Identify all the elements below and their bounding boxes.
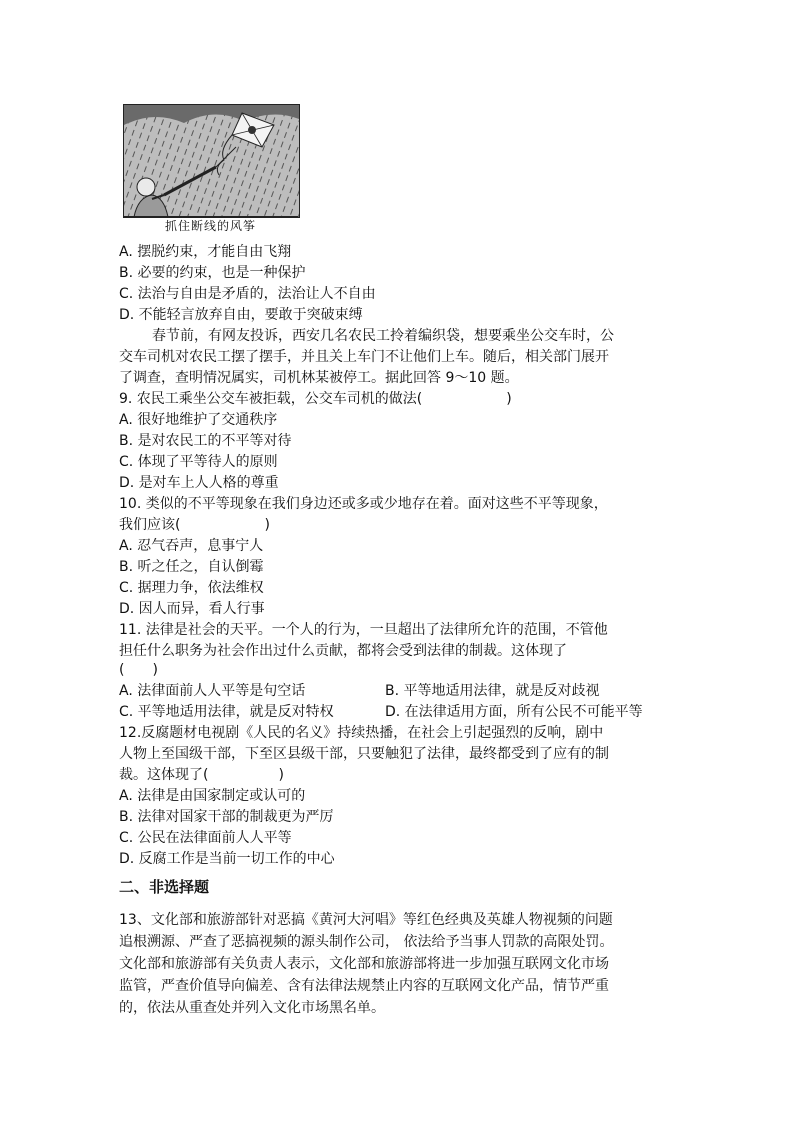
q10-stem: 10. 类似的不平等现象在我们身边还或多或少地存在着。面对这些不平等现象， <box>119 496 608 512</box>
q11-stem: ( ) <box>119 662 158 678</box>
material-line: 交车司机对农民工摆了摆手，并且关上车门不让他们上车。随后，相关部门展开 <box>119 349 609 365</box>
q12-option-d: D. 反腐工作是当前一切工作的中心 <box>119 851 335 867</box>
q11-option-d: D. 在法律适用方面，所有公民不可能平等 <box>385 704 643 720</box>
q11-stem: 担任什么职务为社会作出过什么贡献，都将会受到法律的制裁。这体现了 <box>119 643 567 659</box>
q11-option-b: B. 平等地适用法律，就是反对歧视 <box>385 683 600 699</box>
q9-option-d: D. 是对车上人人格的尊重 <box>119 475 279 491</box>
q11-option-c: C. 平等地适用法律，就是反对特权 <box>119 704 334 720</box>
q9-option-b: B. 是对农民工的不平等对待 <box>119 433 292 449</box>
q12-stem: 人物上至国级干部，下至区县级干部，只要触犯了法律，最终都受到了应有的制 <box>119 746 609 762</box>
material-line: 春节前，有网友投诉，西安几名农民工拎着编织袋，想要乘坐公交车时，公 <box>152 328 614 344</box>
q10-option-b: B. 听之任之，自认倒霉 <box>119 559 264 575</box>
q13-line: 的，依法从重查处并列入文化市场黑名单。 <box>119 1000 385 1016</box>
q11-stem: 11. 法律是社会的天平。一个人的行为，一旦超出了法律所允许的范围，不管他 <box>119 622 608 638</box>
q12-option-a: A. 法律是由国家制定或认可的 <box>119 788 306 804</box>
q12-stem: 裁。这体现了( ) <box>119 767 284 783</box>
material-line: 了调查，查明情况属实，司机林某被停工。据此回答 9～10 题。 <box>119 370 519 386</box>
q9-stem: 9. 农民工乘坐公交车被拒载，公交车司机的做法( ) <box>119 391 512 407</box>
q9-option-c: C. 体现了平等待人的原则 <box>119 454 278 470</box>
q8-option-d: D. 不能轻言放弃自由，要敢于突破束缚 <box>119 307 363 323</box>
kite-cartoon-image <box>123 104 300 218</box>
section-title: 二、非选择题 <box>119 878 210 896</box>
q10-stem: 我们应该( ) <box>119 517 270 533</box>
q10-option-d: D. 因人而异，看人行事 <box>119 601 265 617</box>
q13-line: 监管，严查价值导向偏差、含有法律法规禁止内容的互联网文化产品，情节严重 <box>119 978 609 994</box>
q8-option-a: A. 摆脱约束，才能自由飞翔 <box>119 244 292 260</box>
q13-line: 文化部和旅游部有关负责人表示，文化部和旅游部将进一步加强互联网文化市场 <box>119 956 609 972</box>
q10-option-a: A. 忍气吞声，息事宁人 <box>119 538 264 554</box>
q10-option-c: C. 据理力争，依法维权 <box>119 580 264 596</box>
q8-option-b: B. 必要的约束，也是一种保护 <box>119 265 306 281</box>
q12-option-b: B. 法律对国家干部的制裁更为严厉 <box>119 809 334 825</box>
q11-option-a: A. 法律面前人人平等是句空话 <box>119 683 306 699</box>
figure-caption: 抓住断线的风筝 <box>123 216 298 235</box>
q13-line: 13、文化部和旅游部针对恶搞《黄河大河唱》等红色经典及英雄人物视频的问题 <box>119 912 613 928</box>
q12-stem: 12.反腐题材电视剧《人民的名义》持续热播，在社会上引起强烈的反响，剧中 <box>119 725 604 741</box>
q13-line: 追根溯源、严查了恶搞视频的源头制作公司， 依法给予当事人罚款的高限处罚。 <box>119 934 614 950</box>
q12-option-c: C. 公民在法律面前人人平等 <box>119 830 292 846</box>
q9-option-a: A. 很好地维护了交通秩序 <box>119 412 278 428</box>
q8-option-c: C. 法治与自由是矛盾的，法治让人不自由 <box>119 286 376 302</box>
